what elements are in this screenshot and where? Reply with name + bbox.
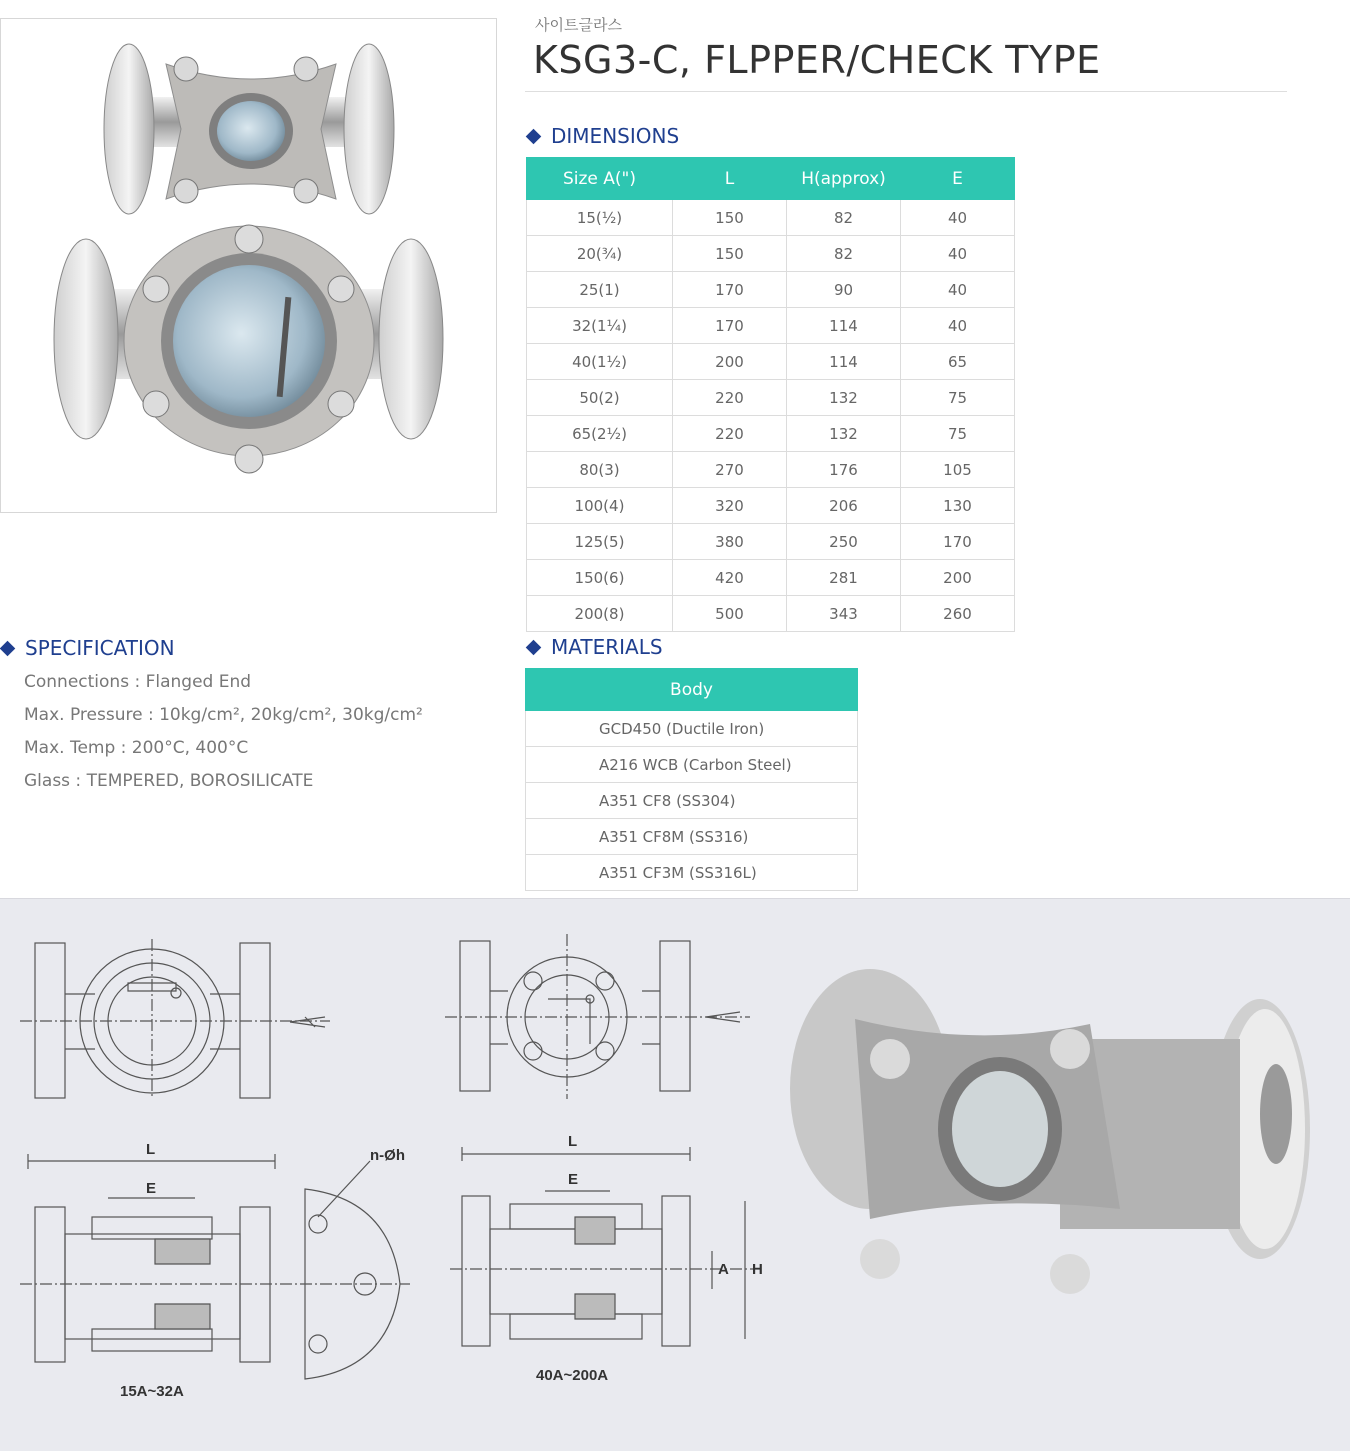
table-header-row <box>527 158 1015 200</box>
table-cell: 100(4) <box>527 488 673 524</box>
table-row <box>526 783 858 819</box>
top-valve <box>104 44 394 214</box>
column-header-l: L <box>673 158 787 200</box>
dim-a-label: A <box>718 1261 729 1278</box>
dimensions-table <box>526 157 1015 632</box>
table-cell: 281 <box>787 560 901 596</box>
table-cell: 50(2) <box>527 380 673 416</box>
table-row <box>527 596 1015 632</box>
table-cell: 132 <box>787 416 901 452</box>
table-cell: 380 <box>673 524 787 560</box>
table-cell: 260 <box>901 596 1015 632</box>
table-row <box>527 560 1015 596</box>
diamond-bullet-icon <box>526 128 542 144</box>
sight-glass-photo <box>1 19 496 512</box>
table-cell: 170 <box>673 272 787 308</box>
drawing-40-200-section <box>450 1147 760 1346</box>
table-row <box>527 380 1015 416</box>
material-cell: A216 WCB (Carbon Steel) <box>526 747 858 783</box>
drawing-15-32-front <box>20 939 330 1099</box>
table-row <box>527 272 1015 308</box>
table-cell: 320 <box>673 488 787 524</box>
table-cell: 130 <box>901 488 1015 524</box>
materials-table <box>525 668 858 891</box>
table-cell: 15(½) <box>527 200 673 236</box>
table-cell: 343 <box>787 596 901 632</box>
table-cell: 176 <box>787 452 901 488</box>
table-cell: 170 <box>673 308 787 344</box>
table-cell: 82 <box>787 236 901 272</box>
range-label-left: 15A~32A <box>120 1383 184 1400</box>
table-cell: 114 <box>787 344 901 380</box>
drawing-40-200-front <box>445 934 750 1099</box>
table-cell: 206 <box>787 488 901 524</box>
materials-heading-label: MATERIALS <box>551 635 663 659</box>
dimensions-heading <box>528 124 679 148</box>
drawings-svg <box>0 899 1350 1451</box>
spec-glass: Glass : TEMPERED, BOROSILICATE <box>24 771 314 791</box>
material-cell: A351 CF3M (SS316L) <box>526 855 858 891</box>
table-row <box>527 308 1015 344</box>
table-cell: 500 <box>673 596 787 632</box>
bolt-hole-note: n-Øh <box>370 1147 405 1164</box>
material-cell: A351 CF8 (SS304) <box>526 783 858 819</box>
table-cell: 200 <box>673 344 787 380</box>
table-cell: 105 <box>901 452 1015 488</box>
table-row <box>527 236 1015 272</box>
dim-e-label-left: E <box>146 1180 157 1197</box>
table-row <box>526 747 858 783</box>
range-label-right: 40A~200A <box>536 1367 609 1384</box>
table-cell: 114 <box>787 308 901 344</box>
table-row <box>527 416 1015 452</box>
table-row <box>527 344 1015 380</box>
table-cell: 40 <box>901 272 1015 308</box>
product-category: 사이트글라스 <box>535 16 622 34</box>
table-cell: 150 <box>673 236 787 272</box>
diamond-bullet-icon <box>526 639 542 655</box>
drawing-15-32-section <box>20 1154 410 1379</box>
table-row <box>527 488 1015 524</box>
table-cell: 40(1½) <box>527 344 673 380</box>
table-cell: 150(6) <box>527 560 673 596</box>
table-cell: 220 <box>673 416 787 452</box>
title-divider <box>525 91 1287 92</box>
dim-l-label-right: L <box>568 1133 578 1150</box>
table-cell: 65(2½) <box>527 416 673 452</box>
table-row <box>526 855 858 891</box>
page-title: KSG3-C, FLPPER/CHECK TYPE <box>533 38 1101 82</box>
table-header-row <box>526 669 858 711</box>
table-cell: 40 <box>901 200 1015 236</box>
table-cell: 170 <box>901 524 1015 560</box>
table-cell: 90 <box>787 272 901 308</box>
material-cell: A351 CF8M (SS316) <box>526 819 858 855</box>
specification-heading-label: SPECIFICATION <box>25 636 175 660</box>
sight-glass-photo-large <box>790 969 1310 1294</box>
product-photo <box>0 18 497 513</box>
table-cell: 420 <box>673 560 787 596</box>
table-cell: 200(8) <box>527 596 673 632</box>
table-cell: 270 <box>673 452 787 488</box>
table-row <box>526 711 858 747</box>
table-cell: 75 <box>901 416 1015 452</box>
table-cell: 125(5) <box>527 524 673 560</box>
table-cell: 132 <box>787 380 901 416</box>
table-row <box>527 452 1015 488</box>
table-cell: 150 <box>673 200 787 236</box>
table-cell: 20(¾) <box>527 236 673 272</box>
bottom-valve <box>54 225 443 473</box>
table-cell: 220 <box>673 380 787 416</box>
table-row <box>526 819 858 855</box>
table-cell: 250 <box>787 524 901 560</box>
material-cell: GCD450 (Ductile Iron) <box>526 711 858 747</box>
dim-e-label-right: E <box>568 1171 579 1188</box>
diamond-bullet-icon <box>0 640 15 656</box>
table-cell: 65 <box>901 344 1015 380</box>
specification-list <box>24 666 423 798</box>
table-cell: 200 <box>901 560 1015 596</box>
column-header-body: Body <box>526 669 858 711</box>
column-header-h: H(approx) <box>787 158 901 200</box>
spec-max-pressure: Max. Pressure : 10kg/cm², 20kg/cm², 30kg/cm² <box>24 705 423 725</box>
table-row <box>527 200 1015 236</box>
materials-heading <box>528 635 663 659</box>
table-cell: 32(1¼) <box>527 308 673 344</box>
dim-l-label-left: L <box>146 1141 156 1158</box>
column-header-e: E <box>901 158 1015 200</box>
specification-heading <box>2 636 175 660</box>
table-cell: 40 <box>901 308 1015 344</box>
table-cell: 25(1) <box>527 272 673 308</box>
table-cell: 75 <box>901 380 1015 416</box>
dim-h-label: H <box>752 1261 763 1278</box>
table-cell: 80(3) <box>527 452 673 488</box>
table-cell: 40 <box>901 236 1015 272</box>
column-header-size: Size A(") <box>527 158 673 200</box>
spec-connections: Connections : Flanged End <box>24 672 252 692</box>
dimensions-heading-label: DIMENSIONS <box>551 124 680 148</box>
table-cell: 82 <box>787 200 901 236</box>
spec-max-temp: Max. Temp : 200°C, 400°C <box>24 738 249 758</box>
table-row <box>527 524 1015 560</box>
technical-drawings <box>0 898 1350 1451</box>
